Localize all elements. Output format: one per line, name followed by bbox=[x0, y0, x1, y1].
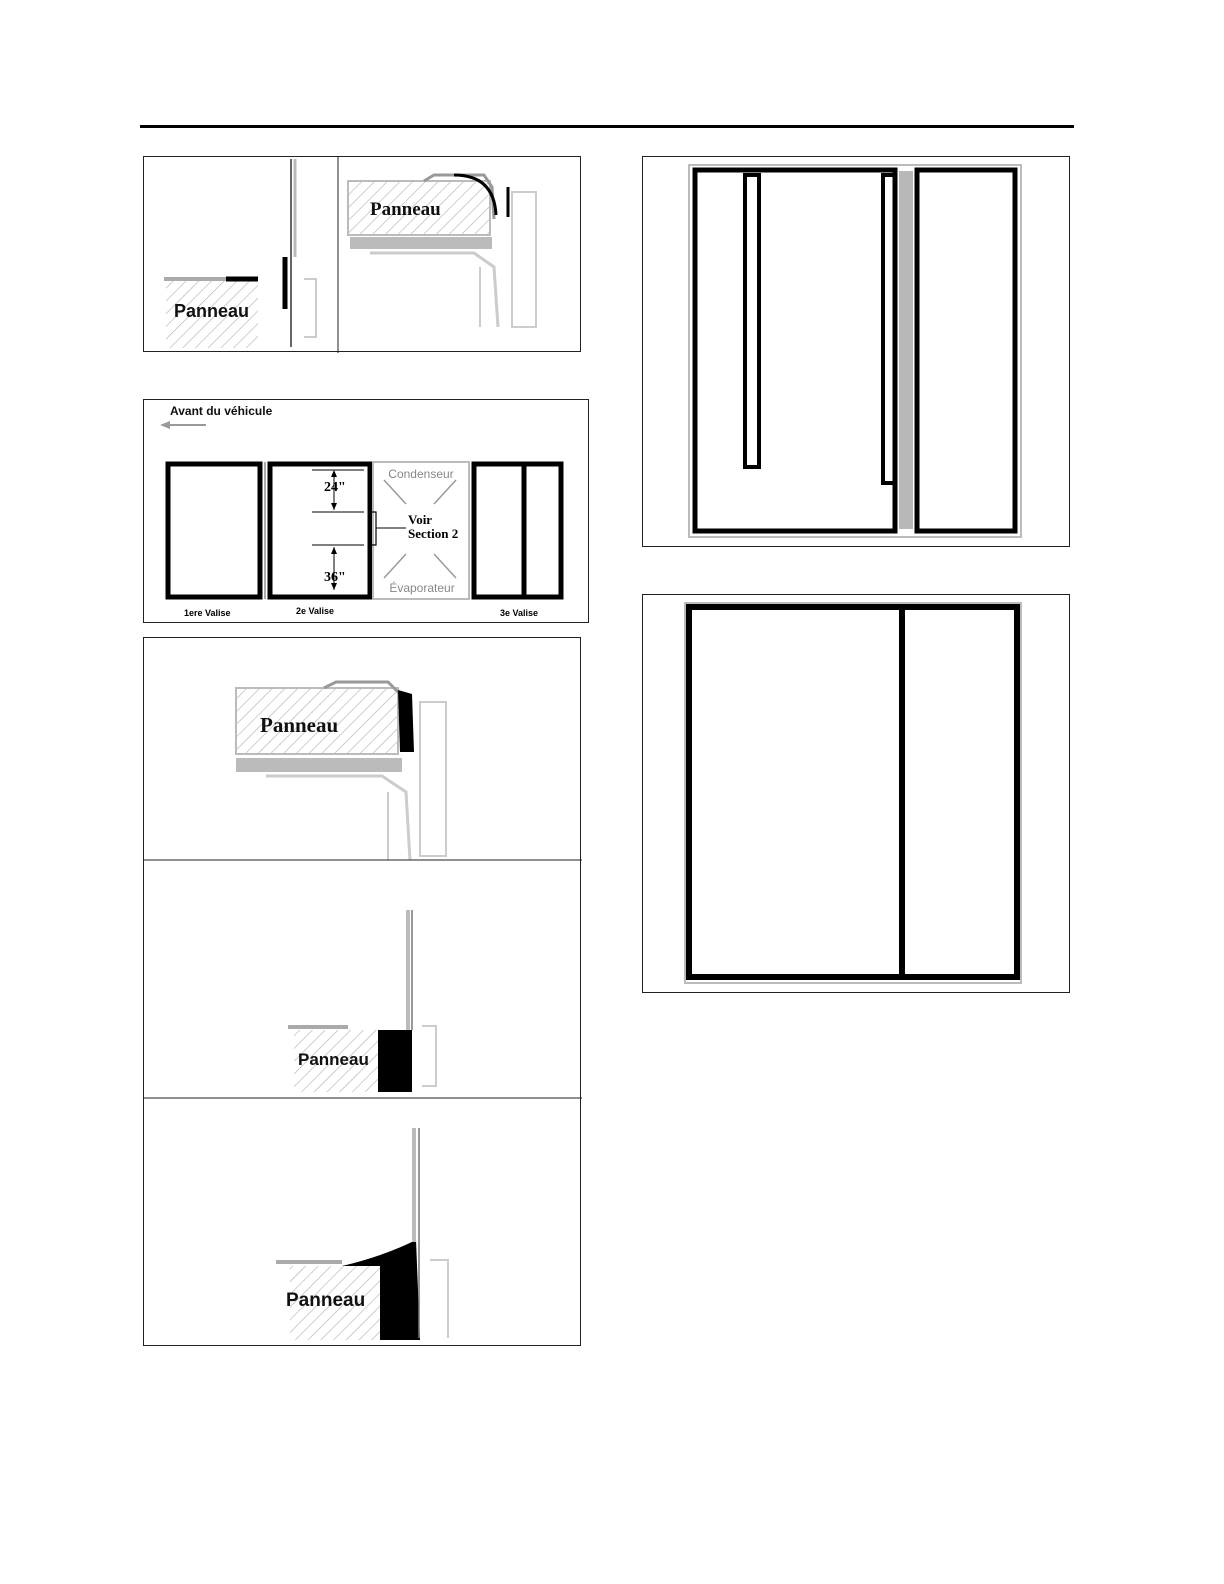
panel-label-4: Panneau bbox=[298, 1050, 369, 1069]
door-left bbox=[695, 170, 895, 531]
panel-label-1: Panneau bbox=[174, 301, 250, 321]
gap-strip bbox=[899, 171, 913, 529]
panel-label-5: Panneau bbox=[286, 1290, 366, 1311]
stacked-details-svg bbox=[144, 638, 582, 1347]
stacked-details-panel bbox=[143, 637, 581, 1346]
seal-strip-right bbox=[883, 175, 895, 483]
bay-1-label: 1ere Valise bbox=[184, 608, 231, 618]
bay-3-label: 3e Valise bbox=[500, 608, 539, 618]
door-outline-svg-1 bbox=[643, 157, 1071, 548]
bay-2 bbox=[270, 464, 370, 597]
dimension-marks bbox=[312, 470, 458, 590]
bay-3 bbox=[474, 464, 561, 597]
vertical-seal-detail bbox=[164, 159, 316, 348]
panel-label-2: Panneau bbox=[370, 199, 441, 220]
door-outline-panel-2 bbox=[642, 594, 1070, 993]
vertical-seal-detail-3 bbox=[276, 1128, 448, 1340]
seal-strip-left bbox=[745, 175, 759, 467]
door-outline-svg-2 bbox=[643, 595, 1071, 994]
dimension-bottom: 36" bbox=[324, 570, 346, 585]
header-rule bbox=[140, 125, 1074, 128]
bay-2-label: 2e Valise bbox=[296, 606, 335, 616]
see-label: Voir bbox=[408, 512, 433, 527]
vertical-seal-detail-2 bbox=[288, 910, 436, 1092]
detail-drawings-svg bbox=[144, 157, 582, 353]
dimension-top: 24" bbox=[324, 480, 346, 495]
evaporator-label: Évaporateur bbox=[389, 581, 455, 595]
condenser-label: Condenseur bbox=[388, 467, 454, 481]
door-right bbox=[917, 170, 1015, 531]
panel-label-3: Panneau bbox=[260, 713, 339, 737]
top-seal-detail-large bbox=[236, 682, 446, 860]
detail-panel-top-left bbox=[143, 156, 581, 352]
section-label: Section 2 bbox=[408, 526, 459, 541]
top-seal-detail bbox=[348, 175, 536, 327]
bay-1 bbox=[168, 464, 260, 597]
bay-layout-svg bbox=[144, 400, 590, 624]
door-frame bbox=[689, 607, 1017, 977]
vehicle-front-label: Avant du véhicule bbox=[170, 404, 273, 418]
bay-layout-panel bbox=[143, 399, 589, 623]
door-outline-panel-1 bbox=[642, 156, 1070, 547]
